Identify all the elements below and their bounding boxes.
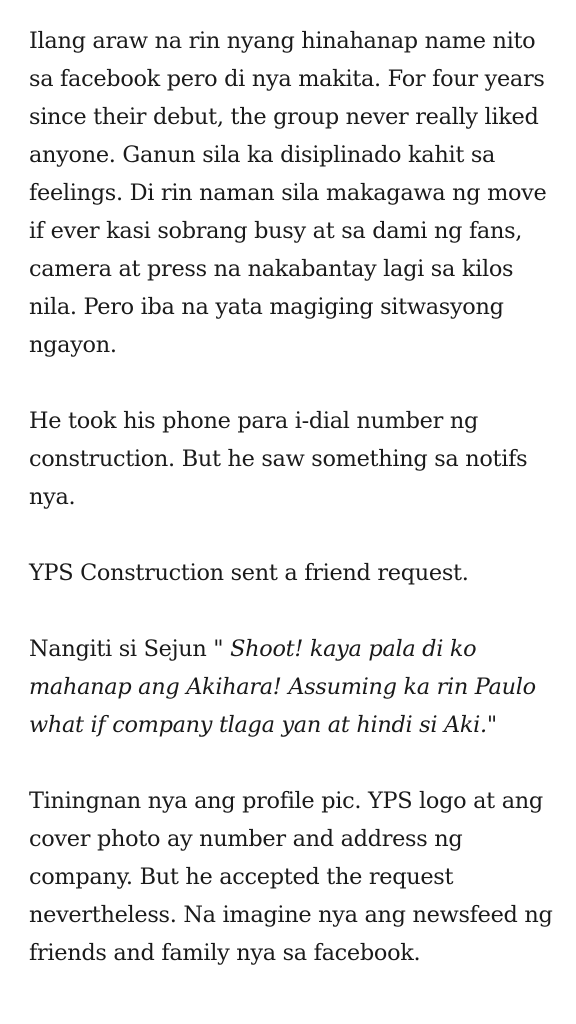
- paragraph-sejun-quote: [29, 630, 559, 744]
- story-text: [29, 22, 559, 972]
- paragraph-friend-request: YPS Construction sent a friend request.: [29, 560, 469, 586]
- paragraph-search-facebook: Ilang araw na rin nyang hinahanap name nito sa facebook pero di nya makita. For four years since their debut, the group never really liked anyone. Ganun sila ka disiplinado kahit sa feelings. Di rin naman sila makagawa ng move if ever kasi sobrang busy at sa dami ng fans, camera at press na nakabantay lagi sa kilos nila. Pero iba na yata magiging sitwasyong ngayon.: [29, 28, 547, 358]
- paragraph-phone-notifs: He took his phone para i-dial number ng construction. But he saw something sa notifs nya.: [29, 408, 528, 510]
- quote-intro: Nangiti si Sejun ": [29, 636, 231, 662]
- quote-close: ": [486, 712, 497, 738]
- paragraph-profile-pic: Tiningnan nya ang profile pic. YPS logo at ang cover photo ay number and address ng company. But he accepted the request nevertheless. Na imagine nya ang newsfeed ng friends and family nya sa facebook.: [29, 788, 553, 966]
- quote-italic: Shoot! kaya pala di ko mahanap ang Akihara! Assuming ka rin Paulo what if company tlaga yan at hindi si Aki.: [29, 636, 536, 738]
